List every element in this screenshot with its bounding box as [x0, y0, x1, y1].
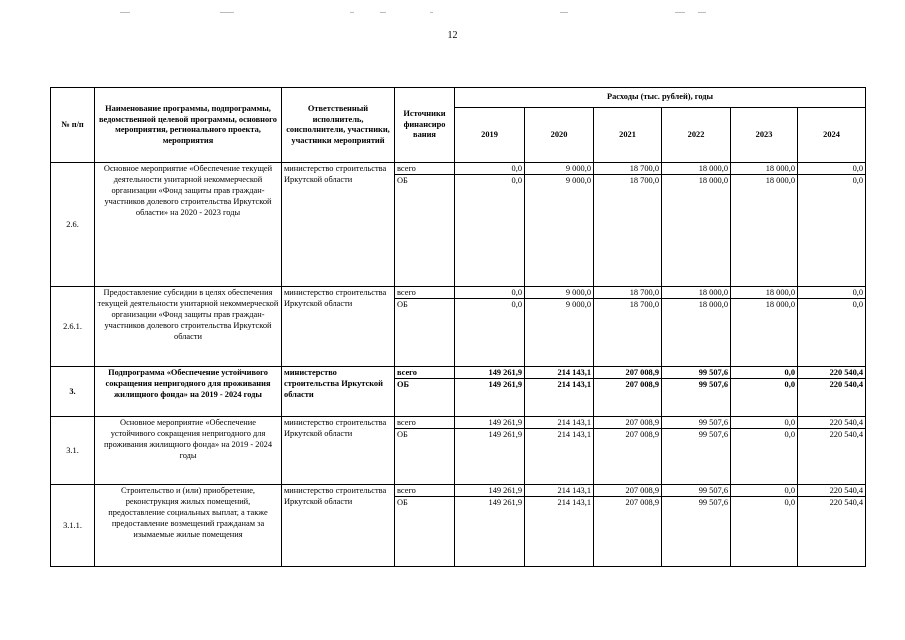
- row-value: 99 507,6: [662, 429, 731, 485]
- row-value: 207 008,9: [594, 485, 662, 497]
- row-value: 18 700,0: [594, 163, 662, 175]
- row-value: 0,0: [455, 287, 525, 299]
- row-value: 18 000,0: [662, 163, 731, 175]
- row-value: 18 000,0: [731, 175, 798, 287]
- row-source: всего: [395, 367, 455, 379]
- row-value: 0,0: [455, 175, 525, 287]
- table-row: [51, 485, 866, 497]
- row-value: 214 143,1: [525, 429, 594, 485]
- row-value: 207 008,9: [594, 367, 662, 379]
- row-value: 9 000,0: [525, 287, 594, 299]
- row-name: Подпрограмма «Обеспечение устойчивого сокращения непригодного для проживания жилищного фонда» на 2019 - 2024 годы: [95, 367, 282, 417]
- row-value: 99 507,6: [662, 379, 731, 417]
- row-number: 3.1.: [51, 417, 95, 485]
- row-value: 0,0: [798, 163, 866, 175]
- row-value: 149 261,9: [455, 485, 525, 497]
- row-value: 99 507,6: [662, 367, 731, 379]
- row-executor: министерство строительства Иркутской области: [282, 287, 395, 367]
- row-value: 149 261,9: [455, 417, 525, 429]
- row-value: 18 000,0: [731, 287, 798, 299]
- row-value: 0,0: [731, 367, 798, 379]
- table-row: [51, 287, 866, 299]
- header-year: 2023: [731, 108, 798, 163]
- header-num: № п/п: [51, 88, 95, 163]
- row-value: 207 008,9: [594, 497, 662, 567]
- row-executor: министерство строительства Иркутской области: [282, 367, 395, 417]
- table-row: [51, 417, 866, 429]
- expenses-table: [50, 87, 866, 567]
- row-number: 2.6.: [51, 163, 95, 287]
- row-value: 214 143,1: [525, 485, 594, 497]
- row-number: 3.: [51, 367, 95, 417]
- row-source: ОБ: [395, 299, 455, 367]
- row-value: 18 000,0: [662, 175, 731, 287]
- page-number: 12: [447, 30, 458, 41]
- row-value: 0,0: [455, 299, 525, 367]
- row-value: 18 700,0: [594, 175, 662, 287]
- scan-artifacts: [120, 12, 720, 16]
- row-source: всего: [395, 287, 455, 299]
- row-value: 220 540,4: [798, 429, 866, 485]
- row-executor: министерство строительства Иркутской области: [282, 417, 395, 485]
- header-year: 2019: [455, 108, 525, 163]
- row-value: 9 000,0: [525, 299, 594, 367]
- header-executor: Ответственный исполнитель, соисполнители, участники, участники мероприятий: [282, 88, 395, 163]
- row-source: всего: [395, 163, 455, 175]
- row-source: ОБ: [395, 497, 455, 567]
- row-value: 0,0: [798, 299, 866, 367]
- row-value: 220 540,4: [798, 367, 866, 379]
- row-value: 0,0: [798, 175, 866, 287]
- row-value: 220 540,4: [798, 485, 866, 497]
- row-value: 149 261,9: [455, 367, 525, 379]
- row-value: 149 261,9: [455, 429, 525, 485]
- header-sources: Источники финансиро вания: [395, 88, 455, 163]
- row-value: 9 000,0: [525, 163, 594, 175]
- row-name: Основное мероприятие «Обеспечение устойчивого сокращения непригодного для проживания жилищного фонда» на 2019 - 2024 годы: [95, 417, 282, 485]
- row-value: 99 507,6: [662, 485, 731, 497]
- header-expenses: Расходы (тыс. рублей), годы: [455, 88, 866, 108]
- header-year: 2021: [594, 108, 662, 163]
- header-year: 2022: [662, 108, 731, 163]
- row-executor: министерство строительства Иркутской области: [282, 485, 395, 567]
- row-number: 3.1.1.: [51, 485, 95, 567]
- header-year: 2020: [525, 108, 594, 163]
- row-value: 18 000,0: [662, 287, 731, 299]
- row-value: 214 143,1: [525, 367, 594, 379]
- row-value: 9 000,0: [525, 175, 594, 287]
- row-value: 149 261,9: [455, 497, 525, 567]
- row-value: 18 000,0: [662, 299, 731, 367]
- row-value: 207 008,9: [594, 379, 662, 417]
- table-row: [51, 163, 866, 175]
- row-value: 207 008,9: [594, 417, 662, 429]
- row-value: 0,0: [731, 485, 798, 497]
- row-name: Предоставление субсидии в целях обеспечения текущей деятельности унитарной некоммерческой организации «Фонд защиты прав граждан-участников долевого строительства Иркутской области: [95, 287, 282, 367]
- row-value: 149 261,9: [455, 379, 525, 417]
- row-source: ОБ: [395, 379, 455, 417]
- row-value: 99 507,6: [662, 497, 731, 567]
- row-value: 99 507,6: [662, 417, 731, 429]
- table-row: [51, 367, 866, 379]
- table-body: [51, 163, 866, 567]
- header-year: 2024: [798, 108, 866, 163]
- row-name: Строительство и (или) приобретение, реконструкция жилых помещений, предоставление социальных выплат, а также предоставление возмещений гражданам за изымаемые жилые помещения: [95, 485, 282, 567]
- row-value: 207 008,9: [594, 429, 662, 485]
- row-value: 0,0: [798, 287, 866, 299]
- row-value: 0,0: [731, 497, 798, 567]
- header-row-top: [51, 88, 866, 108]
- row-source: всего: [395, 417, 455, 429]
- row-value: 214 143,1: [525, 379, 594, 417]
- row-value: 220 540,4: [798, 379, 866, 417]
- row-value: 220 540,4: [798, 497, 866, 567]
- row-value: 214 143,1: [525, 497, 594, 567]
- header-name: Наименование программы, подпрограммы, ведомственной целевой программы, основного мероприятия, регионального проекта, мероприятия: [95, 88, 282, 163]
- row-value: 18 700,0: [594, 299, 662, 367]
- row-source: ОБ: [395, 429, 455, 485]
- row-name: Основное мероприятие «Обеспечение текущей деятельности унитарной некоммерческой организации «Фонд защиты прав граждан-участников долевого строительства Иркутской области» на 2020 - 2023 годы: [95, 163, 282, 287]
- row-value: 0,0: [455, 163, 525, 175]
- row-value: 0,0: [731, 417, 798, 429]
- row-source: всего: [395, 485, 455, 497]
- row-number: 2.6.1.: [51, 287, 95, 367]
- row-value: 214 143,1: [525, 417, 594, 429]
- row-value: 18 700,0: [594, 287, 662, 299]
- row-value: 18 000,0: [731, 163, 798, 175]
- row-executor: министерство строительства Иркутской области: [282, 163, 395, 287]
- row-value: 18 000,0: [731, 299, 798, 367]
- row-value: 0,0: [731, 429, 798, 485]
- row-value: 0,0: [731, 379, 798, 417]
- row-source: ОБ: [395, 175, 455, 287]
- row-value: 220 540,4: [798, 417, 866, 429]
